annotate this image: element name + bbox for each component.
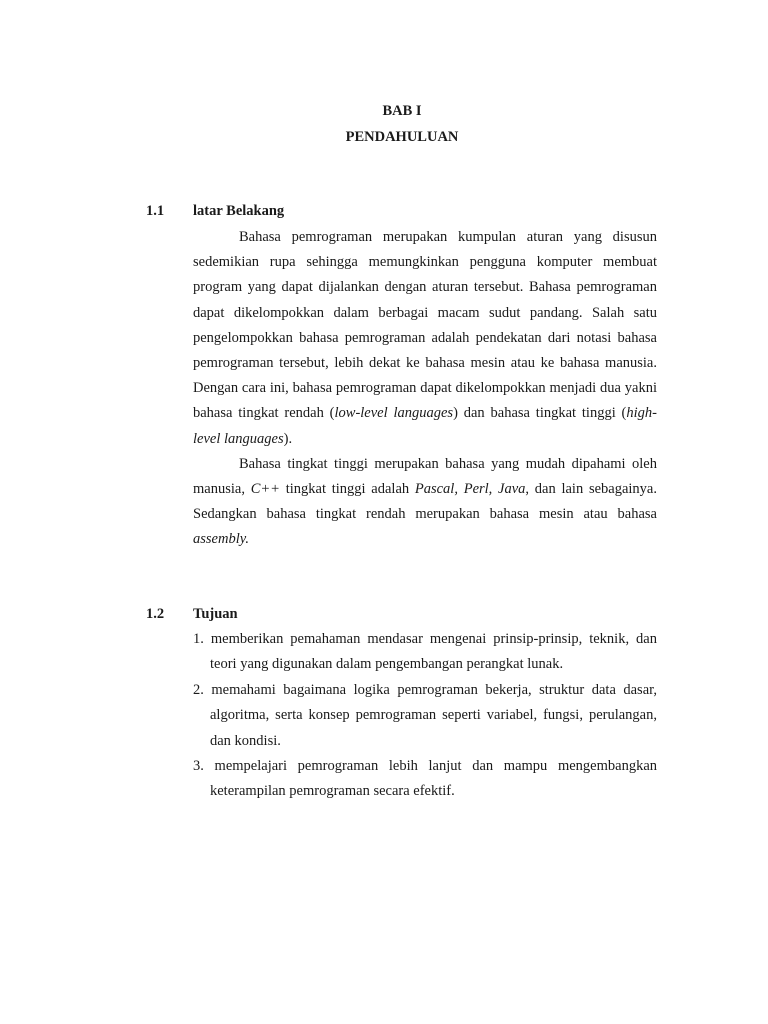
section-number: 1.1 <box>146 203 165 219</box>
chapter-label: BAB I <box>382 103 422 119</box>
list-item-text: memahami bagaimana logika pemrograman bekerja, struktur data dasar, algoritma, serta konsep pemrograman seperti variabel, fungsi, perulangan, dan kondisi. <box>210 681 658 749</box>
section-title: Tujuan <box>193 606 238 622</box>
list-item-number: 2. <box>193 681 204 698</box>
section-number: 1.2 <box>146 606 165 622</box>
italic-term: Pascal, Perl, Java <box>414 481 526 498</box>
list-item-number: 1. <box>193 631 204 647</box>
chapter-title: PENDAHULUAN <box>345 129 459 145</box>
italic-term: assembly. <box>193 531 249 548</box>
paragraph <box>193 452 657 553</box>
italic-term: high-level languages <box>193 405 657 447</box>
section-title: latar Belakang <box>193 203 285 219</box>
paragraph <box>193 225 657 452</box>
paragraph-text: ) dan bahasa tingkat tinggi ( <box>453 405 627 422</box>
paragraph-text: , dan lain sebagainya. Sedangkan bahasa tingkat rendah merupakan bahasa mesin atau bahasa <box>193 481 657 523</box>
list-item-number: 3. <box>193 758 204 775</box>
paragraph-text: tingkat tinggi adalah <box>279 481 415 498</box>
list-item-text: memberikan pemahaman mendasar mengenai prinsip-prinsip, teknik, dan teori yang digunakan dalam pengembangan perangkat lunak. <box>210 631 657 673</box>
paragraph-text: Bahasa pemrograman merupakan kumpulan aturan yang disusun sedemikian rupa sehingga memungkinkan pengguna komputer membuat program yang dapat dijalankan dengan aturan tersebut. Bahasa pemrograman dapat dikelompokkan dalam berbagai macam sudut pandang. Salah satu pengelompokkan bahasa pemrograman adalah pendekatan dari notasi bahasa pemrograman tersebut, lebih dekat ke bahasa mesin atau ke bahasa manusia. Dengan cara ini, bahasa pemrograman dapat dikelompokkan menjadi dua yakni bahasa tingkat rendah ( <box>193 229 657 422</box>
list-item <box>193 627 657 678</box>
list-item <box>193 678 657 754</box>
italic-term: C++ <box>250 481 280 498</box>
section-body <box>193 225 657 553</box>
paragraph-text: Bahasa tingkat tinggi merupakan bahasa yang mudah dipahami oleh manusia, <box>193 455 657 498</box>
italic-term: low-level languages <box>334 405 454 422</box>
paragraph-text: ). <box>283 430 293 447</box>
objective-list <box>193 627 657 805</box>
list-item-text: mempelajari pemrograman lebih lanjut dan mampu mengembangkan keterampilan pemrograman secara efektif. <box>210 758 658 800</box>
list-item <box>193 754 657 805</box>
